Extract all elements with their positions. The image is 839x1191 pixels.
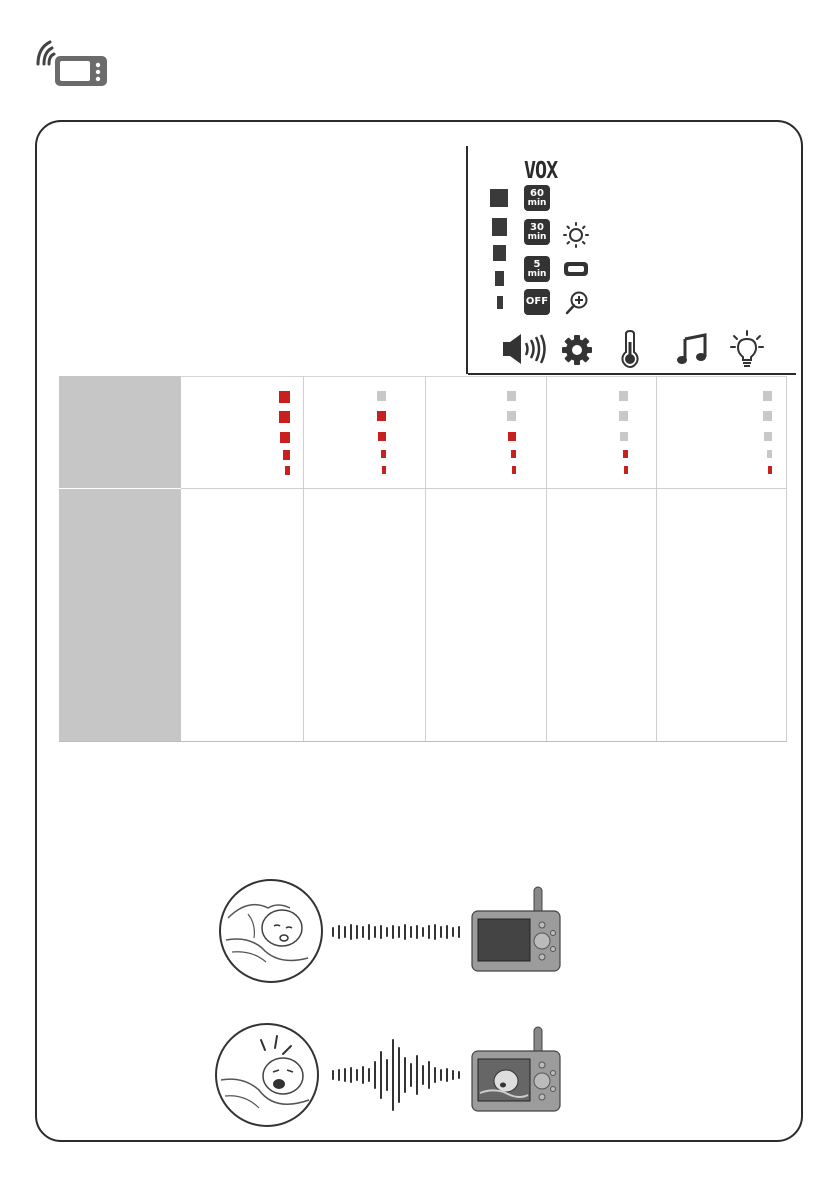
- low-sound-wave: [330, 918, 464, 946]
- speaker-icon: [501, 332, 549, 366]
- level-indicator-square: [279, 391, 290, 403]
- level-indicator-square: [285, 466, 290, 475]
- table-top-border: [181, 376, 787, 377]
- level-bar-2: [495, 271, 504, 286]
- level-indicator-square: [280, 432, 290, 443]
- level-indicator-square: [767, 450, 772, 458]
- level-bar-1: [497, 296, 503, 309]
- table-bottom-border: [59, 741, 787, 742]
- level-indicator-square: [382, 466, 386, 474]
- parent-unit-blank-screen: [470, 885, 562, 975]
- level-bar-4: [492, 218, 507, 236]
- thermometer-icon: [618, 330, 642, 368]
- level-indicator-square: [624, 466, 628, 474]
- level-bar-3: [493, 245, 506, 261]
- panel-border-left: [466, 146, 468, 374]
- column-divider: [656, 376, 657, 741]
- level-indicator-square: [507, 391, 516, 401]
- timer-60-min-badge: 60 min: [524, 185, 550, 211]
- high-sound-wave: [330, 1038, 464, 1112]
- level-indicator-square: [279, 411, 290, 423]
- level-indicator-square: [623, 450, 628, 458]
- music-note-icon: [676, 333, 708, 365]
- screen-icon: [563, 261, 589, 277]
- timer-off-badge: OFF: [524, 289, 550, 315]
- table-row-divider: [181, 488, 787, 489]
- level-indicator-square: [763, 411, 772, 421]
- column-divider: [786, 376, 787, 741]
- crying-baby-illustration: [213, 1022, 321, 1128]
- level-indicator-square: [620, 432, 628, 441]
- column-divider: [425, 376, 426, 741]
- level-indicator-square: [763, 391, 772, 401]
- level-indicator-square: [619, 391, 628, 401]
- wireless-parent-unit-icon: [30, 38, 110, 88]
- gear-icon: [561, 334, 593, 366]
- zoom-icon: [564, 290, 590, 316]
- level-indicator-square: [508, 432, 516, 441]
- panel-border-bottom: [468, 373, 796, 375]
- level-indicator-square: [377, 411, 386, 421]
- level-indicator-square: [377, 391, 386, 401]
- level-indicator-square: [507, 411, 516, 421]
- sleeping-baby-illustration: [218, 878, 324, 984]
- parent-unit-baby-screen: [470, 1025, 562, 1115]
- level-indicator-square: [619, 411, 628, 421]
- level-indicator-square: [381, 450, 386, 458]
- level-indicator-square: [512, 466, 516, 474]
- level-indicator-square: [768, 466, 772, 474]
- table-row-header-descriptions: [59, 489, 181, 741]
- level-bar-5: [490, 189, 508, 207]
- table-row-header-levels: [59, 376, 181, 488]
- level-indicator-square: [283, 450, 290, 460]
- column-divider: [546, 376, 547, 741]
- level-indicator-square: [511, 450, 516, 458]
- night-light-bulb-icon: [730, 330, 764, 368]
- column-divider: [303, 376, 304, 741]
- timer-30-min-badge: 30 min: [524, 219, 550, 245]
- level-indicator-square: [764, 432, 772, 441]
- vox-label: VOX: [524, 156, 558, 184]
- level-indicator-square: [378, 432, 386, 441]
- timer-5-min-badge: 5 min: [524, 256, 550, 282]
- brightness-icon: [562, 221, 590, 249]
